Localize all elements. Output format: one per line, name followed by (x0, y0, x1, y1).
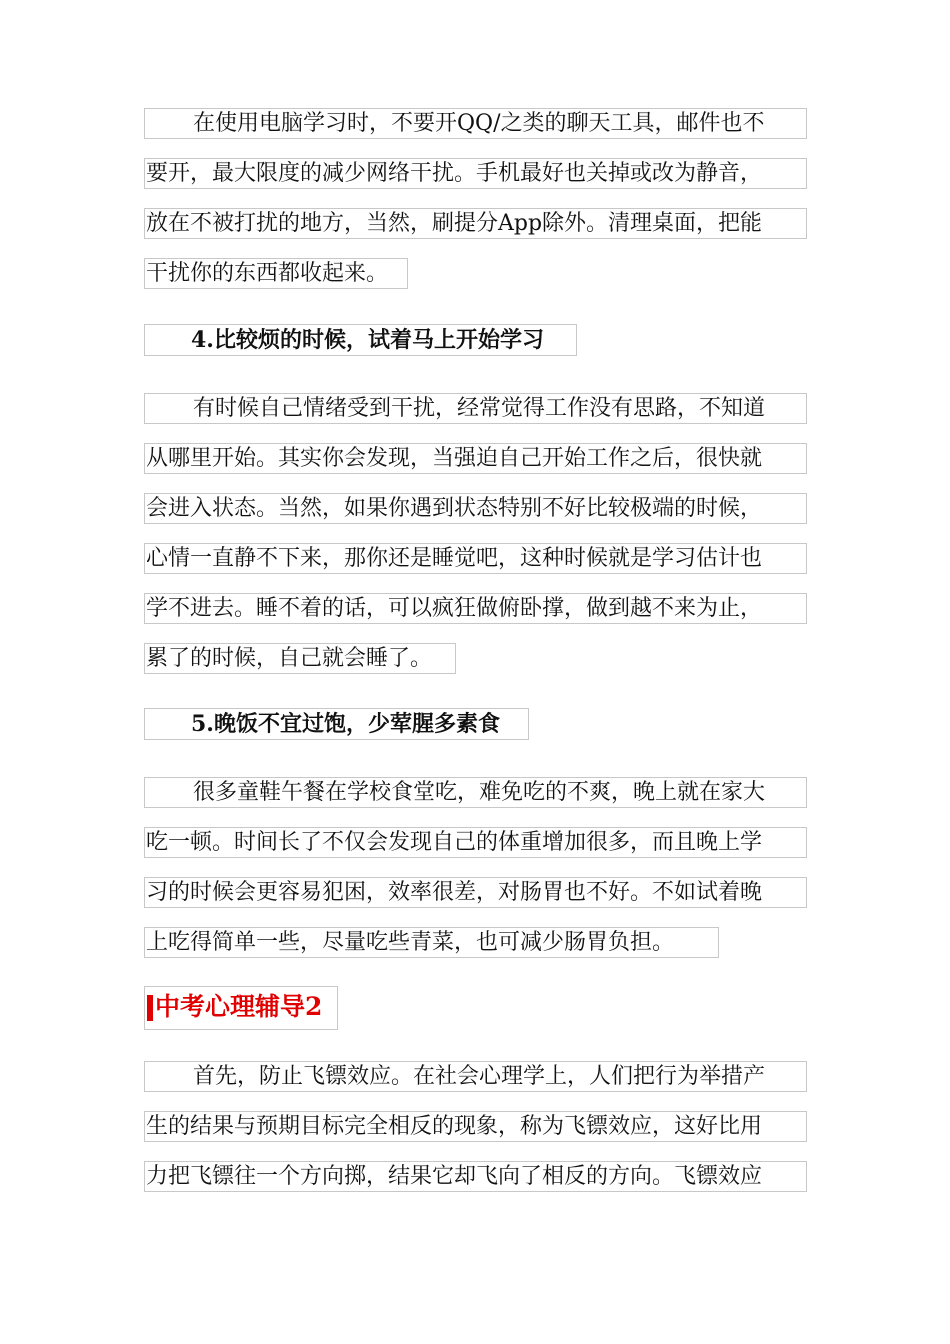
heading-5: 5.晚饭不宜过饱，少荤腥多素食 (144, 708, 529, 740)
paragraph-3-line-4: 上吃得简单一些，尽量吃些青菜，也可减少肠胃负担。 (144, 927, 719, 958)
section-marker (147, 995, 153, 1021)
paragraph-1-line-4: 干扰你的东西都收起来。 (144, 258, 408, 289)
paragraph-3-line-1: 很多童鞋午餐在学校食堂吃，难免吃的不爽，晚上就在家大 (144, 777, 807, 808)
paragraph-1-line-2: 要开，最大限度的减少网络干扰。手机最好也关掉或改为静音， (144, 158, 807, 189)
paragraph-4-line-1: 首先，防止飞镖效应。在社会心理学上，人们把行为举措产 (144, 1061, 807, 1092)
paragraph-2-line-1: 有时候自己情绪受到干扰，经常觉得工作没有思路，不知道 (144, 393, 807, 424)
paragraph-3-line-2: 吃一顿。时间长了不仅会发现自己的体重增加很多，而且晚上学 (144, 827, 807, 858)
paragraph-1-line-3: 放在不被打扰的地方，当然，刷提分App除外。清理桌面，把能 (144, 208, 807, 239)
section-title-text: 中考心理辅导2 (155, 992, 323, 1021)
paragraph-4-line-3: 力把飞镖往一个方向掷，结果它却飞向了相反的方向。飞镖效应 (144, 1161, 807, 1192)
section-title (144, 986, 338, 1030)
paragraph-2-line-4: 心情一直静不下来，那你还是睡觉吧，这种时候就是学习估计也 (144, 543, 807, 574)
heading-4: 4.比较烦的时候，试着马上开始学习 (144, 324, 577, 356)
paragraph-3-line-3: 习的时候会更容易犯困，效率很差，对肠胃也不好。不如试着晚 (144, 877, 807, 908)
paragraph-2-line-3: 会进入状态。当然，如果你遇到状态特别不好比较极端的时候， (144, 493, 807, 524)
paragraph-2-line-6: 累了的时候，自己就会睡了。 (144, 643, 456, 674)
paragraph-4-line-2: 生的结果与预期目标完全相反的现象，称为飞镖效应，这好比用 (144, 1111, 807, 1142)
paragraph-2-line-2: 从哪里开始。其实你会发现，当强迫自己开始工作之后，很快就 (144, 443, 807, 474)
paragraph-1-line-1: 在使用电脑学习时，不要开QQ/之类的聊天工具，邮件也不 (144, 108, 807, 139)
paragraph-2-line-5: 学不进去。睡不着的话，可以疯狂做俯卧撑，做到越不来为止， (144, 593, 807, 624)
